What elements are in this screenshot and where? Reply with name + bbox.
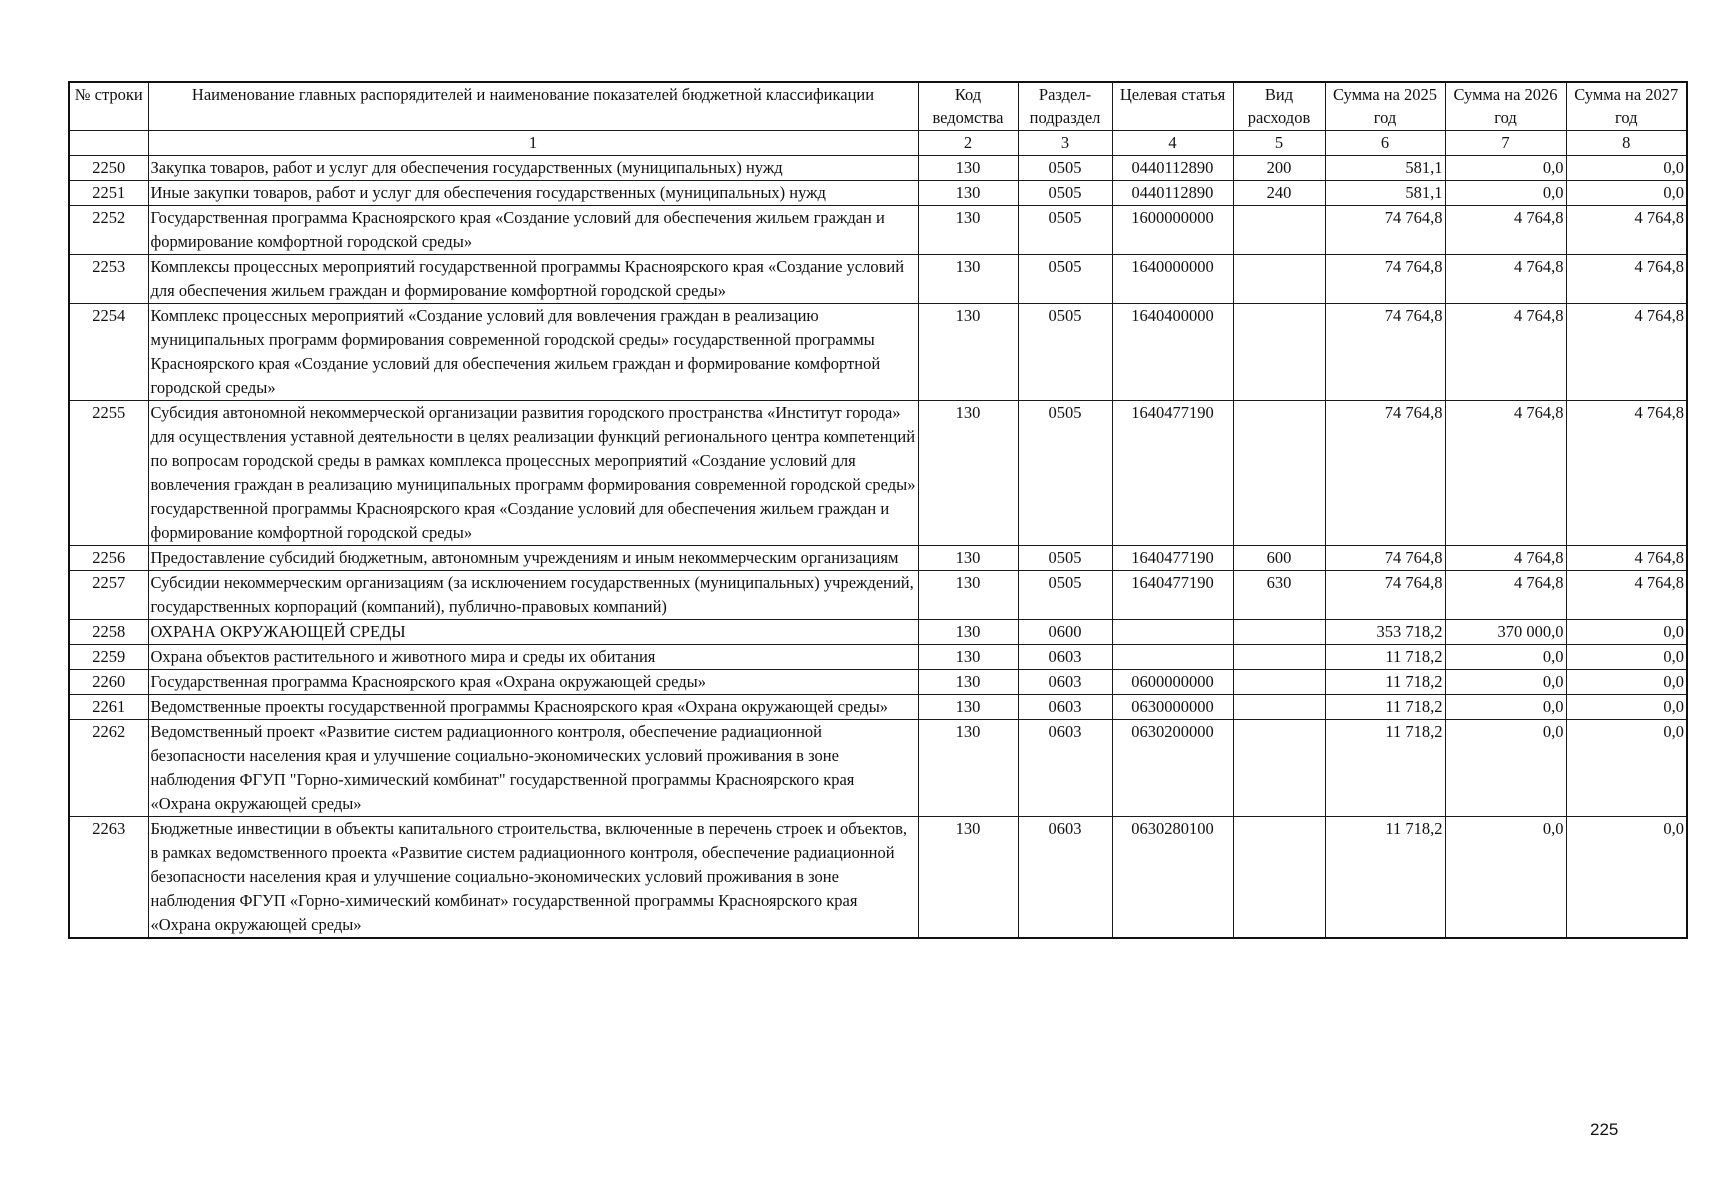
- row-sum-2027: 0,0: [1566, 619, 1687, 644]
- col-number: 7: [1445, 130, 1566, 155]
- header-row: [69, 82, 1687, 130]
- row-exp-type: [1233, 669, 1325, 694]
- row-sum-2026: 0,0: [1445, 180, 1566, 205]
- page-number: 225: [1590, 1120, 1619, 1139]
- row-sum-2026: 4 764,8: [1445, 400, 1566, 545]
- row-dept-code: 130: [918, 400, 1018, 545]
- row-name: Охрана объектов растительного и животного мира и среды их обитания: [148, 644, 918, 669]
- row-exp-type: [1233, 205, 1325, 254]
- col-number: 5: [1233, 130, 1325, 155]
- row-name: Ведомственные проекты государственной программы Красноярского края «Охрана окружающей среды»: [148, 694, 918, 719]
- row-sum-2025: 11 718,2: [1325, 719, 1445, 816]
- row-exp-type: 200: [1233, 155, 1325, 180]
- row-exp-type: [1233, 694, 1325, 719]
- row-number: 2255: [69, 400, 148, 545]
- row-exp-type: [1233, 644, 1325, 669]
- header-sum-2027: Сумма на 2027 год: [1566, 82, 1687, 130]
- row-section: 0505: [1018, 155, 1112, 180]
- row-name: Комплекс процессных мероприятий «Создание условий для вовлечения граждан в реализацию муниципальных программ формирования современной городской среды» государственной программы Красноярского края «Создание условий для обеспечения жильем граждан и формирование комфортной городской среды»: [148, 303, 918, 400]
- row-section: 0600: [1018, 619, 1112, 644]
- row-dept-code: 130: [918, 254, 1018, 303]
- table-row: [69, 545, 1687, 570]
- row-target: 1640000000: [1112, 254, 1233, 303]
- row-section: 0603: [1018, 644, 1112, 669]
- row-section: 0505: [1018, 254, 1112, 303]
- row-section: 0505: [1018, 570, 1112, 619]
- row-sum-2026: 4 764,8: [1445, 254, 1566, 303]
- row-sum-2026: 370 000,0: [1445, 619, 1566, 644]
- col-number: 6: [1325, 130, 1445, 155]
- row-sum-2026: 0,0: [1445, 644, 1566, 669]
- row-sum-2026: 0,0: [1445, 694, 1566, 719]
- row-sum-2027: 4 764,8: [1566, 570, 1687, 619]
- row-target: 0630280100: [1112, 816, 1233, 938]
- row-exp-type: [1233, 303, 1325, 400]
- row-target: 0630000000: [1112, 694, 1233, 719]
- row-dept-code: 130: [918, 644, 1018, 669]
- row-sum-2026: 4 764,8: [1445, 205, 1566, 254]
- row-target: 1600000000: [1112, 205, 1233, 254]
- budget-table: [68, 81, 1688, 939]
- row-number: 2261: [69, 694, 148, 719]
- row-sum-2027: 4 764,8: [1566, 303, 1687, 400]
- row-sum-2026: 0,0: [1445, 719, 1566, 816]
- table-row: [69, 669, 1687, 694]
- row-sum-2027: 4 764,8: [1566, 254, 1687, 303]
- header-row-no: № строки: [69, 82, 148, 130]
- table-row: [69, 644, 1687, 669]
- col-number: 8: [1566, 130, 1687, 155]
- table-row: [69, 155, 1687, 180]
- col-number: 4: [1112, 130, 1233, 155]
- row-sum-2027: 0,0: [1566, 694, 1687, 719]
- row-section: 0505: [1018, 545, 1112, 570]
- row-number: 2252: [69, 205, 148, 254]
- row-sum-2025: 11 718,2: [1325, 816, 1445, 938]
- row-number: 2259: [69, 644, 148, 669]
- row-name: Бюджетные инвестиции в объекты капитального строительства, включенные в перечень строек и объектов, в рамках ведомственного проекта «Развитие систем радиационного контроля, обеспечение радиационной безопасности населения края и улучшение социально-экономических условий проживания в зоне наблюдения ФГУП «Горно-химический комбинат» государственной программы Красноярского края «Охрана окружающей среды»: [148, 816, 918, 938]
- row-target: [1112, 619, 1233, 644]
- header-exp-type: Вид расходов: [1233, 82, 1325, 130]
- row-name: Комплексы процессных мероприятий государственной программы Красноярского края «Создание условий для обеспечения жильем граждан и формирование комфортной городской среды»: [148, 254, 918, 303]
- row-number: 2256: [69, 545, 148, 570]
- row-number: 2257: [69, 570, 148, 619]
- row-sum-2027: 4 764,8: [1566, 400, 1687, 545]
- row-sum-2027: 0,0: [1566, 180, 1687, 205]
- table-row: [69, 254, 1687, 303]
- row-dept-code: 130: [918, 180, 1018, 205]
- row-sum-2027: 4 764,8: [1566, 205, 1687, 254]
- row-sum-2026: 0,0: [1445, 155, 1566, 180]
- row-dept-code: 130: [918, 669, 1018, 694]
- table-row: [69, 570, 1687, 619]
- row-section: 0603: [1018, 719, 1112, 816]
- row-target: 0600000000: [1112, 669, 1233, 694]
- row-dept-code: 130: [918, 155, 1018, 180]
- row-section: 0603: [1018, 669, 1112, 694]
- table-row: [69, 816, 1687, 938]
- table-row: [69, 303, 1687, 400]
- row-sum-2025: 581,1: [1325, 155, 1445, 180]
- row-sum-2027: 0,0: [1566, 644, 1687, 669]
- row-exp-type: [1233, 619, 1325, 644]
- row-target: [1112, 644, 1233, 669]
- row-sum-2025: 74 764,8: [1325, 254, 1445, 303]
- row-number: 2258: [69, 619, 148, 644]
- row-exp-type: [1233, 400, 1325, 545]
- row-sum-2026: 0,0: [1445, 816, 1566, 938]
- col-number: 2: [918, 130, 1018, 155]
- row-sum-2025: 353 718,2: [1325, 619, 1445, 644]
- row-number: 2251: [69, 180, 148, 205]
- row-number: 2260: [69, 669, 148, 694]
- col-number: [69, 130, 148, 155]
- table-body: [69, 155, 1687, 938]
- row-name: Субсидии некоммерческим организациям (за исключением государственных (муниципальных) учреждений, государственных корпораций (компаний), публично-правовых компаний): [148, 570, 918, 619]
- row-sum-2026: 0,0: [1445, 669, 1566, 694]
- row-sum-2027: 0,0: [1566, 719, 1687, 816]
- row-section: 0603: [1018, 694, 1112, 719]
- row-name: ОХРАНА ОКРУЖАЮЩЕЙ СРЕДЫ: [148, 619, 918, 644]
- row-sum-2025: 11 718,2: [1325, 669, 1445, 694]
- row-sum-2025: 11 718,2: [1325, 644, 1445, 669]
- row-sum-2025: 74 764,8: [1325, 303, 1445, 400]
- row-name: Государственная программа Красноярского края «Охрана окружающей среды»: [148, 669, 918, 694]
- row-section: 0505: [1018, 205, 1112, 254]
- table-row: [69, 719, 1687, 816]
- row-sum-2026: 4 764,8: [1445, 570, 1566, 619]
- header-sum-2026: Сумма на 2026 год: [1445, 82, 1566, 130]
- budget-sheet: [68, 81, 1688, 939]
- row-number: 2262: [69, 719, 148, 816]
- row-sum-2026: 4 764,8: [1445, 545, 1566, 570]
- row-target: 0440112890: [1112, 180, 1233, 205]
- row-name: Государственная программа Красноярского края «Создание условий для обеспечения жильем граждан и формирование комфортной городской среды»: [148, 205, 918, 254]
- row-dept-code: 130: [918, 619, 1018, 644]
- header-section: Раздел-подраздел: [1018, 82, 1112, 130]
- header-dept-code: Код ведомства: [918, 82, 1018, 130]
- row-section: 0505: [1018, 400, 1112, 545]
- row-sum-2025: 74 764,8: [1325, 570, 1445, 619]
- table-row: [69, 205, 1687, 254]
- row-target: 0630200000: [1112, 719, 1233, 816]
- row-exp-type: 630: [1233, 570, 1325, 619]
- header-name: Наименование главных распорядителей и наименование показателей бюджетной классификации: [148, 82, 918, 130]
- row-number: 2250: [69, 155, 148, 180]
- row-sum-2025: 581,1: [1325, 180, 1445, 205]
- col-number: 1: [148, 130, 918, 155]
- row-number: 2263: [69, 816, 148, 938]
- row-sum-2025: 74 764,8: [1325, 545, 1445, 570]
- col-number: 3: [1018, 130, 1112, 155]
- row-dept-code: 130: [918, 570, 1018, 619]
- table-row: [69, 619, 1687, 644]
- table-row: [69, 694, 1687, 719]
- row-exp-type: [1233, 719, 1325, 816]
- column-number-row: [69, 130, 1687, 155]
- row-name: Закупка товаров, работ и услуг для обеспечения государственных (муниципальных) нужд: [148, 155, 918, 180]
- row-target: 0440112890: [1112, 155, 1233, 180]
- row-target: 1640477190: [1112, 545, 1233, 570]
- row-section: 0505: [1018, 180, 1112, 205]
- table-row: [69, 180, 1687, 205]
- row-exp-type: [1233, 816, 1325, 938]
- row-sum-2025: 74 764,8: [1325, 400, 1445, 545]
- row-sum-2025: 74 764,8: [1325, 205, 1445, 254]
- header-target: Целевая статья: [1112, 82, 1233, 130]
- row-section: 0603: [1018, 816, 1112, 938]
- row-dept-code: 130: [918, 205, 1018, 254]
- row-exp-type: [1233, 254, 1325, 303]
- row-exp-type: 240: [1233, 180, 1325, 205]
- row-dept-code: 130: [918, 303, 1018, 400]
- table-row: [69, 400, 1687, 545]
- row-exp-type: 600: [1233, 545, 1325, 570]
- row-sum-2027: 0,0: [1566, 816, 1687, 938]
- row-target: 1640477190: [1112, 400, 1233, 545]
- row-dept-code: 130: [918, 545, 1018, 570]
- row-dept-code: 130: [918, 719, 1018, 816]
- row-target: 1640477190: [1112, 570, 1233, 619]
- header-sum-2025: Сумма на 2025 год: [1325, 82, 1445, 130]
- row-name: Субсидия автономной некоммерческой организации развития городского пространства «Институт города» для осуществления уставной деятельности в целях реализации функций регионального центра компетенций по вопросам городской среды в рамках комплекса процессных мероприятий «Создание условий для вовлечения граждан в реализацию муниципальных программ формирования современной городской среды» государственной программы Красноярского края «Создание условий для обеспечения жильем граждан и формирование комфортной городской среды»: [148, 400, 918, 545]
- row-dept-code: 130: [918, 694, 1018, 719]
- row-section: 0505: [1018, 303, 1112, 400]
- row-name: Ведомственный проект «Развитие систем радиационного контроля, обеспечение радиационной безопасности населения края и улучшение социально-экономических условий проживания в зоне наблюдения ФГУП "Горно-химический комбинат" государственной программы Красноярского края «Охрана окружающей среды»: [148, 719, 918, 816]
- row-dept-code: 130: [918, 816, 1018, 938]
- row-sum-2027: 0,0: [1566, 155, 1687, 180]
- row-number: 2254: [69, 303, 148, 400]
- row-sum-2025: 11 718,2: [1325, 694, 1445, 719]
- row-sum-2027: 0,0: [1566, 669, 1687, 694]
- row-target: 1640400000: [1112, 303, 1233, 400]
- row-name: Иные закупки товаров, работ и услуг для обеспечения государственных (муниципальных) нужд: [148, 180, 918, 205]
- row-number: 2253: [69, 254, 148, 303]
- row-name: Предоставление субсидий бюджетным, автономным учреждениям и иным некоммерческим организациям: [148, 545, 918, 570]
- row-sum-2027: 4 764,8: [1566, 545, 1687, 570]
- row-sum-2026: 4 764,8: [1445, 303, 1566, 400]
